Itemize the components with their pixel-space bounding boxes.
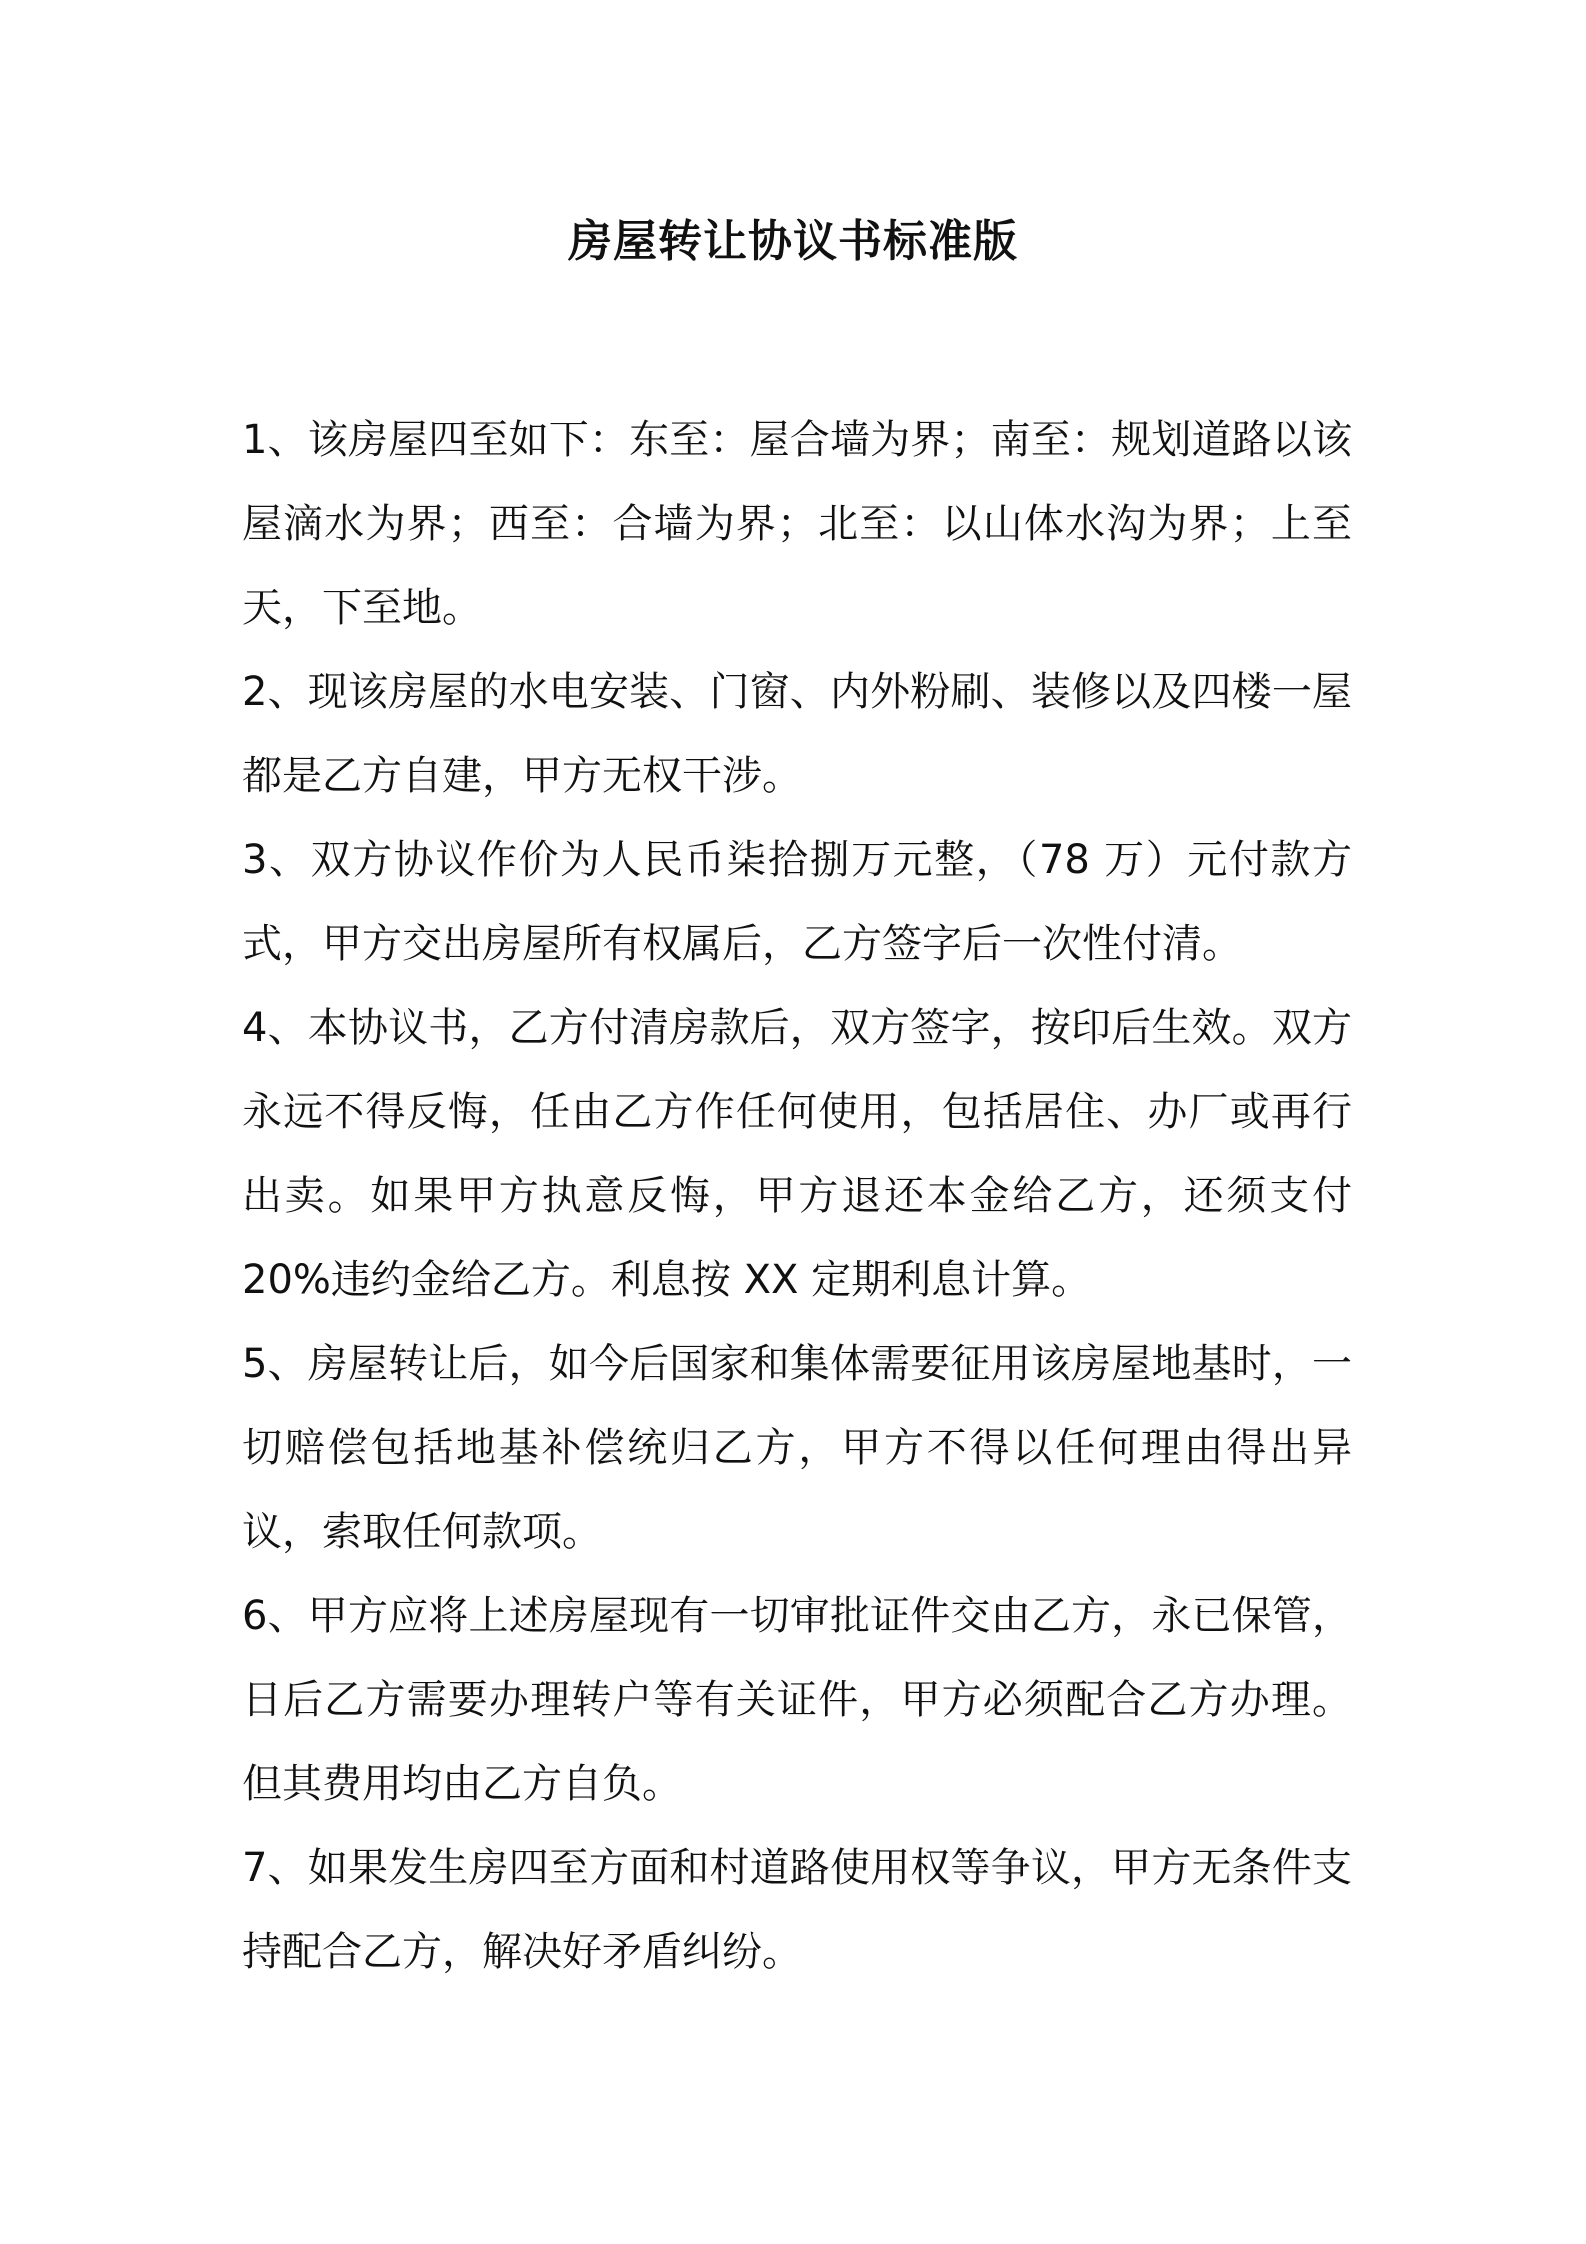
clause-5: 5、房屋转让后，如今后国家和集体需要征用该房屋地基时，一切赔偿包括地基补偿统归乙方，甲方不得以任何理由得出异议，索取任何款项。 xyxy=(242,1341,1352,1555)
clause-list xyxy=(242,398,1352,1994)
clause-1: 1、该房屋四至如下：东至：屋合墙为界；南至：规划道路以该屋滴水为界；西至：合墙为界；北至：以山体水沟为界；上至天，下至地。 xyxy=(242,417,1352,631)
clause-4: 4、本协议书，乙方付清房款后，双方签字，按印后生效。双方永远不得反悔，任由乙方作任何使用，包括居住、办厂或再行出卖。如果甲方执意反悔，甲方退还本金给乙方，还须支付 20%违约金给乙方。利息按 XX 定期利息计算。 xyxy=(242,1005,1352,1303)
document-title: 房屋转让协议书标准版 xyxy=(568,216,1018,267)
clause-7: 7、如果发生房四至方面和村道路使用权等争议，甲方无条件支持配合乙方，解决好矛盾纠纷。 xyxy=(242,1845,1352,1975)
clause-6: 6、甲方应将上述房屋现有一切审批证件交由乙方，永已保管，日后乙方需要办理转户等有关证件，甲方必须配合乙方办理。但其费用均由乙方自负。 xyxy=(242,1593,1352,1807)
clause-3: 3、双方协议作价为人民币柒拾捌万元整，（78 万）元付款方式，甲方交出房屋所有权属后，乙方签字后一次性付清。 xyxy=(242,837,1352,967)
clause-2: 2、现该房屋的水电安装、门窗、内外粉刷、装修以及四楼一屋都是乙方自建，甲方无权干涉。 xyxy=(242,669,1352,799)
